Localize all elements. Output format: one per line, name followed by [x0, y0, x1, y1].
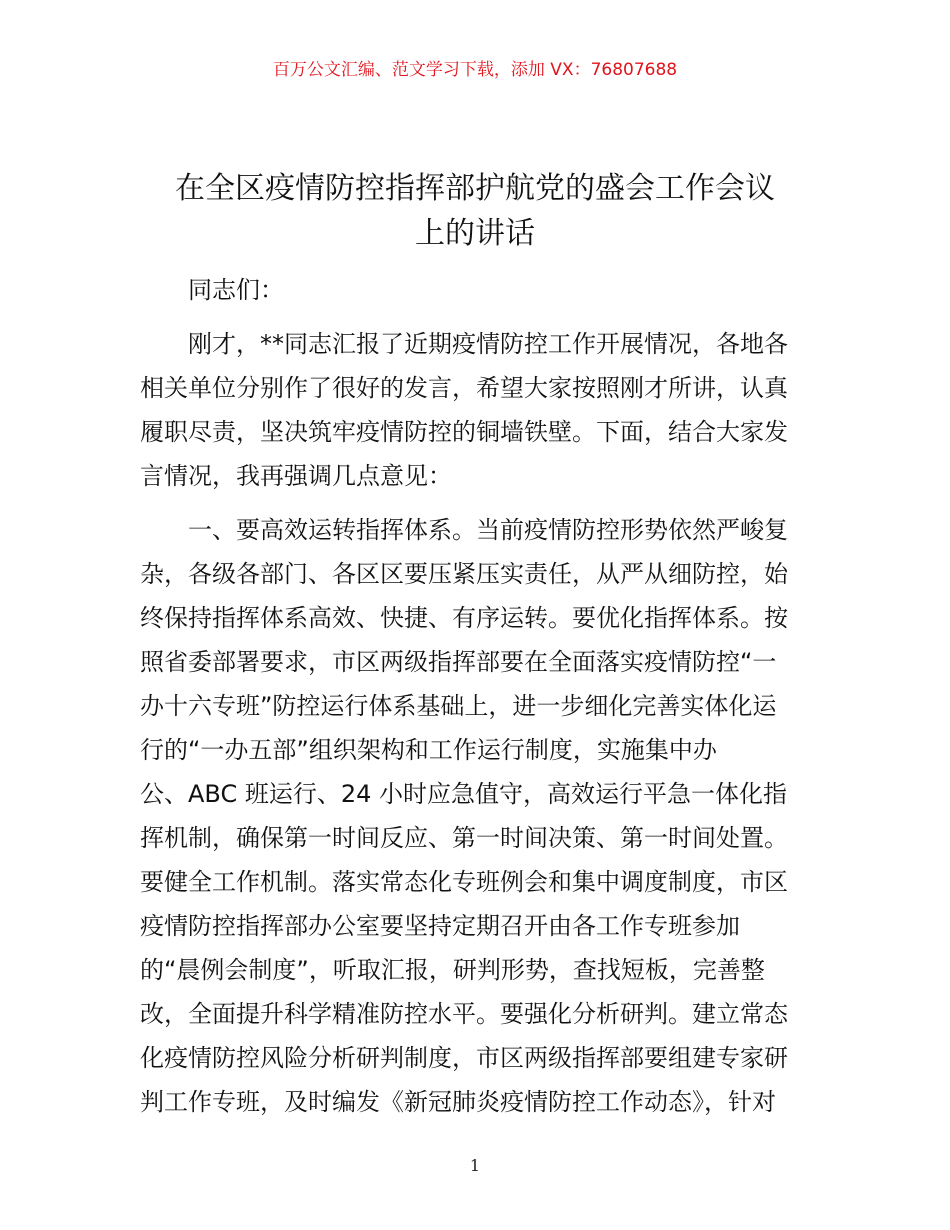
paragraph-line: 终保持指挥体系高效、快捷、有序运转。要优化指挥体系。按: [140, 604, 788, 632]
paragraph-line: 照省委部署要求，市区两级指挥部要在全面落实疫情防控“一: [140, 648, 777, 676]
paragraph-line: 疫情防控指挥部办公室要坚持定期召开由各工作专班参加: [140, 912, 740, 940]
paragraph-line: 言情况，我再强调几点意见：: [140, 462, 452, 490]
title-line: 在全区疫情防控指挥部护航党的盛会工作会议: [175, 171, 775, 206]
paragraph-line: 判工作专班，及时编发《新冠肺炎疫情防控工作动态》，针对: [140, 1088, 776, 1116]
paragraph-line: 办十六专班”防控运行体系基础上，进一步细化完善实体化运: [140, 692, 777, 720]
page-number: 1: [469, 1156, 481, 1175]
paragraph-line: 杂，各级各部门、各区区要压紧压实责任，从严从细防控，始: [140, 560, 788, 588]
paragraph-line: 要健全工作机制。落实常态化专班例会和集中调度制度，市区: [140, 868, 788, 896]
paragraph-line: 相关单位分别作了很好的发言，希望大家按照刚才所讲，认真: [140, 374, 788, 402]
salutation: 同志们：: [140, 276, 284, 304]
document-body: [140, 268, 812, 1124]
paragraph-line: 行的“一办五部”组织架构和工作运行制度，实施集中办: [140, 736, 717, 764]
header-watermark: 百万公文汇编、范文学习下载，添加 VX：76807688: [272, 60, 678, 80]
paragraph-line: 履职尽责，坚决筑牢疫情防控的铜墙铁壁。下面，结合大家发: [140, 418, 788, 446]
paragraph-line: 挥机制，确保第一时间反应、第一时间决策、第一时间处置。: [140, 824, 788, 852]
paragraph-line: 公、ABC 班运行、24 小时应急值守，高效运行平急一体化指: [140, 780, 788, 808]
document-title: [140, 166, 810, 256]
paragraph-line: 化疫情防控风险分析研判制度，市区两级指挥部要组建专家研: [140, 1044, 788, 1072]
title-line: 上的讲话: [415, 216, 535, 251]
paragraph-line: 改，全面提升科学精准防控水平。要强化分析研判。建立常态: [140, 1000, 788, 1028]
paragraph-line: 一、要高效运转指挥体系。当前疫情防控形势依然严峻复: [140, 516, 788, 544]
paragraph-line: 的“晨例会制度”，听取汇报，研判形势，查找短板，完善整: [140, 956, 765, 984]
paragraph-line: 刚才，**同志汇报了近期疫情防控工作开展情况，各地各: [140, 330, 788, 358]
